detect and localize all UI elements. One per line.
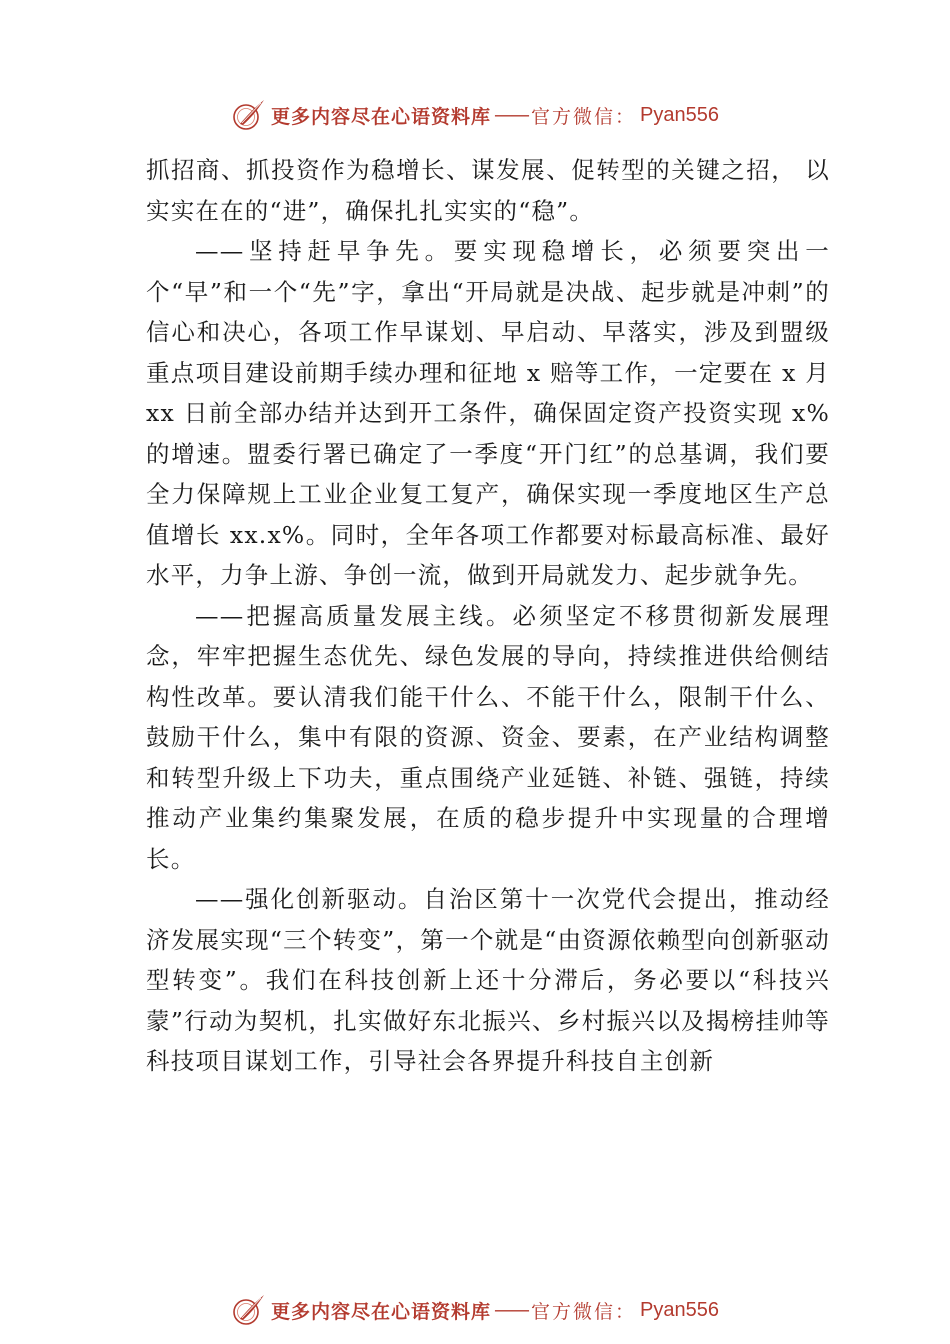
paragraph-1: 抓招商、抓投资作为稳增长、谋发展、促转型的关键之招， 以实实在在的“进”，确保扎扎实实的“稳”。: [146, 156, 830, 225]
quill-pen-logo-icon: [231, 1292, 267, 1328]
banner-wechat-id: Pyan556: [640, 1298, 719, 1321]
banner-wechat-id: Pyan556: [640, 103, 719, 126]
quill-pen-logo-icon: [231, 97, 267, 133]
document-body: [146, 150, 830, 1082]
header-banner: [0, 95, 950, 135]
banner-wechat-label: 官方微信：: [531, 1300, 637, 1323]
banner-dash: ——: [494, 1299, 529, 1321]
footer-banner: [0, 1290, 950, 1330]
banner-slogan: 更多内容尽在心语资料库: [271, 105, 492, 128]
paragraph-4: ——强化创新驱动。自治区第十一次党代会提出，推动经济发展实现“三个转变”，第一个就是“由资源依赖型向创新驱动型转变”。我们在科技创新上还十分滞后，务必要以“科技兴蒙”行动为契机，扎实做好东北振兴、乡村振兴以及揭榜挂帅等科技项目谋划工作，引导社会各界提升科技自主创新: [146, 885, 830, 1075]
paragraph-3: ——把握高质量发展主线。必须坚定不移贯彻新发展理念，牢牢把握生态优先、绿色发展的导向，持续推进供给侧结构性改革。要认清我们能干什么、不能干什么，限制干什么、鼓励干什么，集中有限的资源、资金、要素，在产业结构调整和转型升级上下功夫，重点围绕产业延链、补链、强链，持续推动产业集约集聚发展，在质的稳步提升中实现量的合理增长。: [146, 601, 830, 873]
banner-dash: ——: [494, 104, 529, 126]
paragraph-2: ——坚持赶早争先。要实现稳增长，必须要突出一个“早”和一个“先”字，拿出“开局就是决战、起步就是冲刺”的信心和决心，各项工作早谋划、早启动、早落实，涉及到盟级重点项目建设前期手续办理和征地 x 赔等工作，一定要在 x 月 xx 日前全部办结并达到开工条件，确保固定资产投资实现 x% 的增速。盟委行署已确定了一季度“开门红”的总基调，我们要全力保障规上工业企业复工复产，确保实现一季度地区生产总值增长 xx.x%。同时，全年各项工作都要对标最高标准、最好水平，力争上游、争创一流，做到开局就发力、起步就争先。: [146, 237, 830, 589]
banner-wechat-label: 官方微信：: [531, 105, 637, 128]
banner-slogan: 更多内容尽在心语资料库: [271, 1300, 492, 1323]
